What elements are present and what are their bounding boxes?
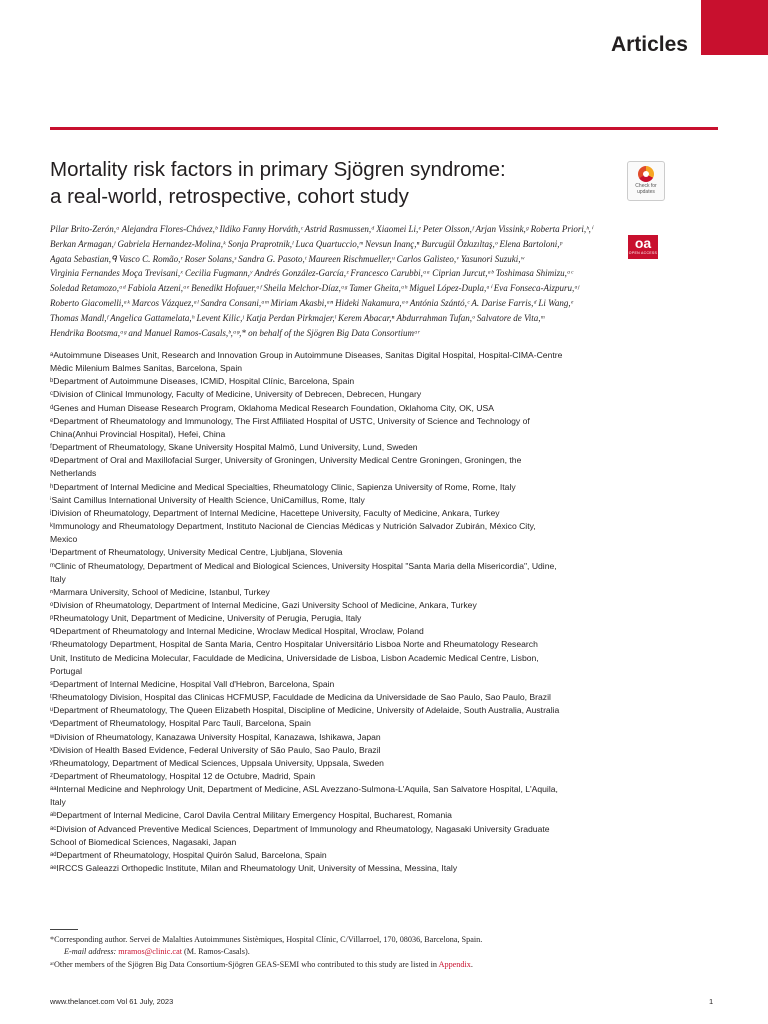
author-line: Virginia Fernandes Moça Trevisani,ˣ Cecilia Fugmann,ʸ Andrés González-García,ᶻ Francesco Carubbi,ᵃᵃ Ciprian Jurcut,ᵃᵇ Toshimasa Shimizu,ᵃᶜ: [50, 268, 573, 279]
author-line: Berkan Armagan,ʲ Gabriela Hernandez-Molina,ᵏ Sonja Praprotnik,ˡ Luca Quartuccio,ᵐ Nevsun Inanç,ⁿ Burcugül Özkızıltaş,ᵒ Elena Bartoloni,ᵖ: [50, 238, 563, 249]
affiliation-line: Mèdic Milenium Balmes Sanitas, Barcelona, Spain: [50, 363, 243, 374]
affiliation-line: Mexico: [50, 534, 78, 545]
consortium-note: [50, 959, 650, 971]
check-for-updates-badge[interactable]: [627, 161, 665, 201]
affiliation-line: ᶜDivision of Clinical Immunology, Faculty of Medicine, University of Debrecen, Debrecen, Hungary: [50, 389, 422, 400]
affiliation-line: ᵃᵉIRCCS Galeazzi Orthopedic Institute, Milan and Rheumatology Unit, University of Messina, Messina, Italy: [50, 863, 458, 874]
consortium-period: .: [470, 959, 473, 969]
title-line: Mortality risk factors in primary Sjögren syndrome:: [50, 158, 506, 181]
affiliation-line: Unit, Instituto de Medicina Molecular, Faculdade de Medicina, Universidade de Lisboa, Lisbon Academic Medical Centre, Lisbon,: [50, 652, 539, 663]
footnote-rule: [50, 929, 78, 930]
open-access-label: OPEN ACCESS: [628, 251, 658, 255]
title-line: a real-world, retrospective, cohort study: [50, 185, 409, 208]
footnotes: [50, 934, 650, 971]
affiliation-line: ᵐClinic of Rheumatology, Department of Medical and Biological Sciences, University Hospital "Santa Maria della Misericordia", Udine,: [50, 560, 557, 571]
affiliation-line: ᵘDepartment of Rheumatology, The Queen Elizabeth Hospital, Discipline of Medicine, University of Adelaide, South Australia, Australia: [50, 705, 560, 716]
affiliation-line: ⁿMarmara University, School of Medicine, Istanbul, Turkey: [50, 586, 270, 597]
affiliation-line: ʰDepartment of Internal Medicine and Medical Specialties, Rheumatology Clinic, Sapienza University of Rome, Rome, Italy: [50, 481, 516, 492]
affiliation-line: ʲDivision of Rheumatology, Department of Internal Medicine, Hacettepe University, Faculty of Medicine, Ankara, Turkey: [50, 507, 500, 518]
affiliation-line: ˡDepartment of Rheumatology, University Medical Centre, Ljubljana, Slovenia: [50, 547, 343, 558]
email-link[interactable]: mramos@clinic.cat: [118, 947, 182, 957]
email-label: E-mail address:: [64, 947, 117, 957]
affiliation-line: ᶻDepartment of Rheumatology, Hospital 12 de Octubre, Madrid, Spain: [50, 771, 316, 781]
affiliation-line: ᵃᶜDivision of Advanced Preventive Medical Sciences, Department of Immunology and Rheumatology, Nagasaki University Graduate: [50, 823, 550, 834]
affiliation-line: ᵃAutoimmune Diseases Unit, Research and Innovation Group in Autoimmune Diseases, Sanitas Digital Hospital, Hospital-CIMA-Centre: [50, 350, 563, 360]
article-title: [50, 156, 610, 210]
affiliation-line: ᵃᵃInternal Medicine and Nephrology Unit, Department of Medicine, ASL Avezzano-Sulmona-L'Aquila, San Salvatore Hospital, L'Aquila,: [50, 784, 558, 795]
affiliation-line: ⁱSaint Camillus International University of Health Science, UniCamillus, Rome, Italy: [50, 494, 365, 505]
author-line: Agata Sebastian,ᑫ Vasco C. Romão,ʳ Roser Solans,ˢ Sandra G. Pasoto,ᵗ Maureen Rischmueller,ᵘ Carlos Galisteo,ᵛ Yasunori Suzuki,ʷ: [50, 253, 525, 264]
affiliation-line: ᵛDepartment of Rheumatology, Hospital Parc Taulí, Barcelona, Spain: [50, 718, 311, 729]
affiliation-line: ᵈGenes and Human Disease Research Program, Oklahoma Medical Research Foundation, Oklahoma City, OK, USA: [50, 402, 494, 413]
affiliation-line: ᵉDepartment of Rheumatology and Immunology, The First Affiliated Hospital of USTC, University of Science and Technology of: [50, 415, 530, 426]
affiliation-line: ᵒDivision of Rheumatology, Department of Internal Medicine, Gazi University School of Medicine, Ankara, Turkey: [50, 599, 477, 610]
affiliation-line: ᶠDepartment of Rheumatology, Skane University Hospital Malmö, Lund University, Lund, Sweden: [50, 442, 418, 453]
author-line: Thomas Mandl,ᶠ Angelica Gattamelata,ʰ Levent Kilic,ʲ Katja Perdan Pirkmajer,ˡ Kerem Abacar,ⁿ Abdurrahman Tufan,ᵒ Salvatore de Vita,ᵐ: [50, 312, 545, 323]
consortium-text: ᵃʳOther members of the Sjögren Big Data Consortium-Sjögren GEAS-SEMI who contributed to this study are listed in: [50, 959, 437, 969]
affiliation-line: ʸRheumatology, Department of Medical Sciences, Uppsala University, Uppsala, Sweden: [50, 757, 384, 768]
affiliation-line: ᵖRheumatology Unit, Department of Medicine, University of Perugia, Perugia, Italy: [50, 613, 362, 624]
crossmark-icon: [638, 166, 654, 182]
appendix-link[interactable]: Appendix: [438, 959, 471, 969]
author-line: Pilar Brito-Zerón,ᵃ Alejandra Flores-Chávez,ᵇ Ildiko Fanny Horváth,ᶜ Astrid Rasmussen,ᵈ Xiaomei Li,ᵉ Peter Olsson,ᶠ Arjan Vissink,ᵍ Roberta Priori,ʰ,ⁱ: [50, 224, 593, 234]
affiliation-list: [50, 349, 620, 875]
affiliation-line: ᑫDepartment of Rheumatology and Internal Medicine, Wroclaw Medical Hospital, Wroclaw, Poland: [50, 626, 424, 637]
title-rule: [50, 127, 718, 130]
affiliation-line: ˣDivision of Health Based Evidence, Federal University of São Paulo, Sao Paulo, Brazil: [50, 744, 381, 755]
author-line: Hendrika Bootsma,ᵃᵍ and Manuel Ramos-Casals,ᵇ,ᵃᵠ,* on behalf of the Sjögren Big Data Consortiumᵃʳ: [50, 327, 420, 338]
affiliation-line: ᵗRheumatology Division, Hospital das Clinicas HCFMUSP, Faculdade de Medicina da Universidade de Sao Paulo, Sao Paulo, Brazil: [50, 692, 551, 703]
email-suffix: (M. Ramos-Casals).: [184, 947, 250, 957]
affiliation-line: ᵇDepartment of Autoimmune Diseases, ICMiD, Hospital Clínic, Barcelona, Spain: [50, 376, 355, 387]
author-line: Roberto Giacomelli,ᵃᵏ Marcos Vázquez,ᵃˡ Sandra Consani,ᵃᵐ Miriam Akasbi,ᵃⁿ Hideki Nakamura,ᵃᵒ Antónia Szántó,ᶜ A. Darise Farris,ᵈ Li Wang,ᵉ: [50, 297, 573, 308]
affiliation-line: Netherlands: [50, 468, 97, 479]
journal-footer: www.thelancet.com Vol 61 July, 2023: [50, 997, 174, 1006]
header-accent-bar: [701, 0, 768, 55]
affiliation-line: ᵃᵇDepartment of Internal Medicine, Carol Davila Central Military Emergency Hospital, Bucharest, Romania: [50, 810, 452, 821]
affiliation-line: ᵍDepartment of Oral and Maxillofacial Surger, University of Groningen, University Medical Centre Groningen, Groningen, the: [50, 455, 522, 466]
open-access-logo: oa: [634, 235, 652, 251]
page-number: 1: [709, 997, 714, 1006]
affiliation-line: ᵏImmunology and Rheumatology Department, Instituto Nacional de Ciencias Médicas y Nutrición Salvador Zubirán, México City,: [50, 521, 536, 532]
author-line: Soledad Retamozo,ᵃᵈ Fabiola Atzeni,ᵃᵉ Benedikt Hofauer,ᵃᶠ Sheila Melchor-Díaz,ᵃᵍ Tamer Gheita,ᵃʰ Miguel López-Dupla,ᵃⁱ Eva Fonseca-Aizpuru,ᵃʲ: [50, 283, 580, 294]
email-line: [50, 946, 650, 958]
open-access-badge: [628, 235, 658, 259]
affiliation-line: ʷDivision of Rheumatology, Kanazawa University Hospital, Kanazawa, Ishikawa, Japan: [50, 731, 381, 742]
affiliation-line: ʳRheumatology Department, Hospital de Santa Maria, Centro Hospitalar Universitário Lisboa Norte and Rheumatology Research: [50, 639, 538, 650]
section-label: Articles: [610, 33, 688, 56]
author-list: [50, 222, 610, 340]
affiliation-line: China(Anhui Provincial Hospital), Hefei, China: [50, 428, 226, 439]
check-updates-label: Check for updates: [635, 183, 657, 195]
affiliation-line: Portugal: [50, 665, 83, 676]
corresponding-author-note: *Corresponding author. Servei de Malalties Autoimmunes Sistèmiques, Hospital Clínic, C/Villarroel, 170, 08036, Barcelona, Spain.: [50, 935, 483, 944]
affiliation-line: School of Biomedical Sciences, Nagasaki, Japan: [50, 836, 237, 847]
affiliation-line: Italy: [50, 573, 66, 584]
affiliation-line: Italy: [50, 797, 66, 808]
affiliation-line: ᵃᵈDepartment of Rheumatology, Hospital Quirón Salud, Barcelona, Spain: [50, 849, 327, 860]
affiliation-line: ˢDepartment of Internal Medicine, Hospital Vall d'Hebron, Barcelona, Spain: [50, 678, 335, 689]
